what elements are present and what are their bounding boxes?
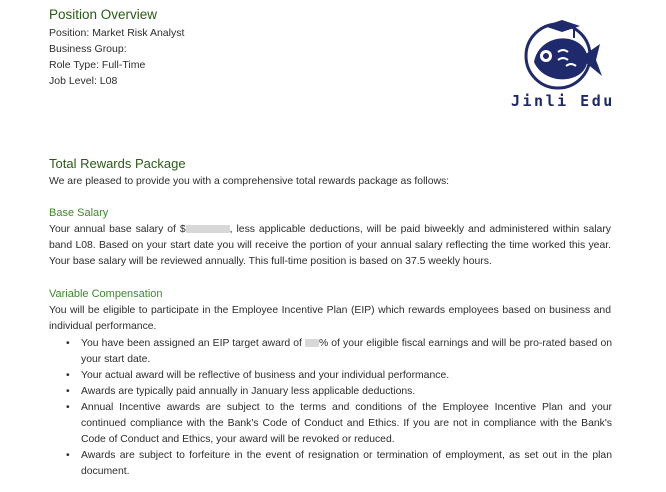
base-salary-text-start: Your annual base salary of $ (49, 224, 186, 235)
list-item: • Awards are subject to forfeiture in the event of resignation or termination of employment, as set out in the plan document. (66, 448, 612, 480)
job-level-line: Job Level: L08 (49, 75, 118, 87)
list-item: • Awards are typically paid annually in January less applicable deductions. (66, 384, 612, 400)
variable-compensation-bullets (66, 336, 612, 480)
redacted-eip-percent (305, 339, 319, 347)
total-rewards-intro: We are pleased to provide you with a comprehensive total rewards package as follows: (49, 176, 450, 187)
business-group-line: Business Group: (49, 43, 127, 55)
bullet1-text-end: % of your eligible fiscal earnings and will be pro-rated based on your start date. (81, 338, 612, 365)
variable-compensation-title: Variable Compensation (49, 288, 163, 300)
base-salary-paragraph (49, 222, 611, 271)
role-type-line: Role Type: Full-Time (49, 59, 146, 71)
total-rewards-title: Total Rewards Package (49, 156, 186, 171)
position-overview-title: Position Overview (49, 7, 158, 22)
base-salary-text-end: , less applicable deductions, will be paid biweekly and administered within salary band L08. Based on your start date you will receive the portion of your annual salary reflecting the time worked this year. Your base salary will be reviewed annually. This full-time position is based on 37.5 weekly hours. (49, 224, 611, 268)
list-item: • Annual Incentive awards are subject to the terms and conditions of the Employee Incentive Plan and your continued compliance with the Bank's Code of Conduct and Ethics. If you are not in compliance with the Bank's Code of Conduct and Ethics, your award will be revoked or reduced. (66, 400, 612, 448)
variable-compensation-intro: You will be eligible to participate in the Employee Incentive Plan (EIP) which rewards employees based on business and individual performance. (49, 305, 611, 333)
redacted-salary-amount (186, 225, 230, 233)
logo-text: Jinli Edu (511, 92, 615, 110)
list-item: • Your actual award will be reflective of business and your individual performance. (66, 368, 612, 384)
position-line: Position: Market Risk Analyst (49, 27, 185, 39)
bullet1-text-start: You have been assigned an EIP target award of (81, 338, 305, 349)
base-salary-title: Base Salary (49, 207, 109, 219)
list-item (66, 336, 612, 368)
